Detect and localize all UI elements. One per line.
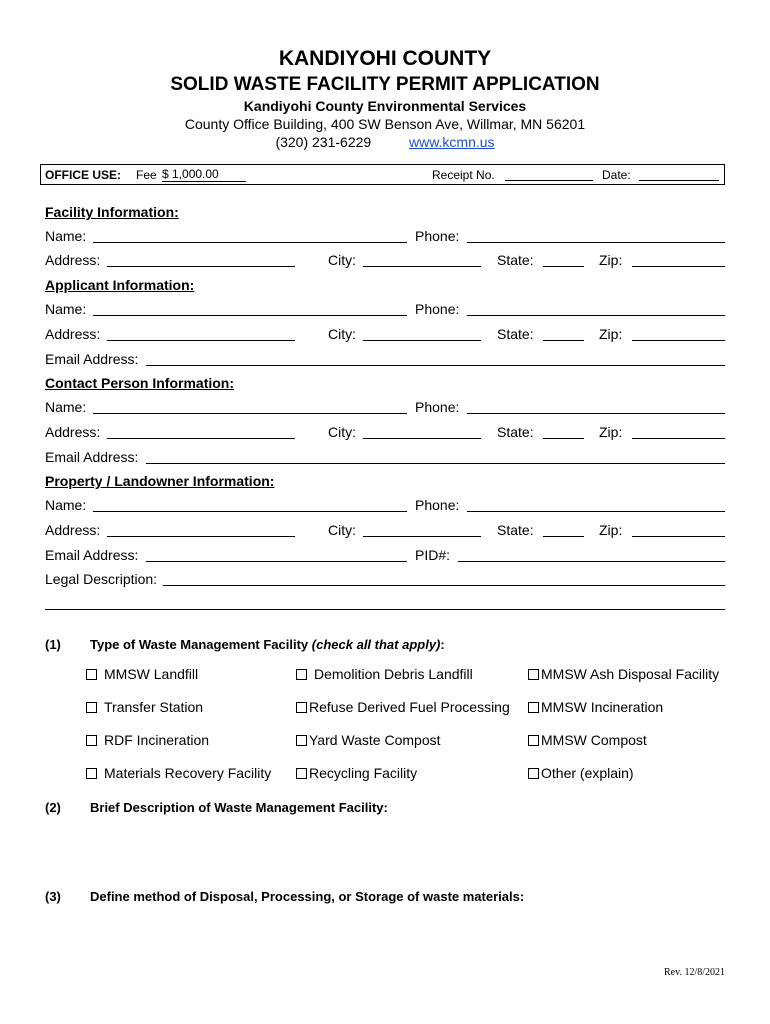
- checkbox-label: Other (explain): [541, 765, 634, 781]
- checkbox-demolition-debris-landfill[interactable]: [296, 666, 473, 682]
- checkbox-label: Refuse Derived Fuel Processing: [309, 699, 510, 715]
- contact-phone-field[interactable]: [467, 413, 725, 414]
- applicant-state-field[interactable]: [543, 340, 584, 341]
- checkbox-mmsw-landfill[interactable]: [86, 666, 198, 682]
- checkbox-label: Recycling Facility: [309, 765, 418, 781]
- applicant-email-field[interactable]: [146, 365, 725, 366]
- question-3-text: Define method of Disposal, Processing, or Storage of waste materials:: [90, 889, 525, 904]
- applicant-name-label: Name:: [45, 301, 87, 317]
- legal-description-label: Legal Description:: [45, 571, 158, 587]
- checkbox-yard-waste-compost[interactable]: [296, 732, 441, 748]
- contact-name-field[interactable]: [93, 413, 407, 414]
- contact-email-label: Email Address:: [45, 449, 139, 465]
- checkbox-icon[interactable]: [296, 669, 307, 680]
- checkbox-label: RDF Incineration: [104, 732, 210, 748]
- property-section-heading: Property / Landowner Information:: [45, 473, 275, 489]
- checkbox-label: MMSW Compost: [541, 732, 647, 748]
- property-name-field[interactable]: [93, 511, 407, 512]
- office-use-label: OFFICE USE:: [45, 168, 122, 182]
- checkbox-transfer-station[interactable]: [86, 699, 203, 715]
- property-name-label: Name:: [45, 497, 87, 513]
- applicant-address-label: Address:: [45, 326, 101, 342]
- contact-name-label: Name:: [45, 399, 87, 415]
- question-3-number: (3): [45, 889, 61, 904]
- checkbox-icon[interactable]: [296, 768, 307, 779]
- checkbox-icon[interactable]: [86, 735, 97, 746]
- checkbox-rdf-incineration[interactable]: [86, 732, 209, 748]
- applicant-address-field[interactable]: [107, 340, 295, 341]
- property-email-label: Email Address:: [45, 547, 139, 563]
- contact-address-label: Address:: [45, 424, 101, 440]
- checkbox-recycling-facility[interactable]: [296, 765, 417, 781]
- checkbox-label: MMSW Ash Disposal Facility: [541, 666, 720, 682]
- property-pid-field[interactable]: [458, 561, 725, 562]
- applicant-zip-label: Zip:: [599, 326, 623, 342]
- applicant-city-field[interactable]: [363, 340, 481, 341]
- property-city-label: City:: [328, 522, 356, 538]
- applicant-phone-field[interactable]: [467, 315, 725, 316]
- property-phone-label: Phone:: [415, 497, 460, 513]
- checkbox-label: Materials Recovery Facility: [104, 765, 272, 781]
- checkbox-mmsw-ash-disposal[interactable]: [528, 666, 719, 682]
- contact-email-field[interactable]: [146, 463, 725, 464]
- question-1-number: (1): [45, 637, 61, 652]
- property-state-label: State:: [497, 522, 534, 538]
- property-zip-label: Zip:: [599, 522, 623, 538]
- question-1-colon: :: [440, 637, 445, 652]
- facility-address-field[interactable]: [107, 266, 295, 267]
- contact-phone-label: Phone:: [415, 399, 460, 415]
- office-address: County Office Building, 400 SW Benson Ave, Willmar, MN 56201: [184, 116, 586, 132]
- property-city-field[interactable]: [363, 536, 481, 537]
- form-title: SOLID WASTE FACILITY PERMIT APPLICATION: [170, 74, 600, 95]
- website-link[interactable]: www.kcmn.us: [408, 134, 495, 150]
- checkbox-label: Transfer Station: [104, 699, 204, 715]
- applicant-email-label: Email Address:: [45, 351, 139, 367]
- question-2-number: (2): [45, 800, 61, 815]
- legal-description-field[interactable]: [163, 585, 725, 586]
- facility-address-label: Address:: [45, 252, 101, 268]
- question-1-hint: (check all that apply): [311, 637, 441, 652]
- checkbox-icon[interactable]: [86, 669, 97, 680]
- contact-zip-field[interactable]: [632, 438, 725, 439]
- checkbox-label: Demolition Debris Landfill: [314, 666, 473, 682]
- checkbox-other[interactable]: [528, 765, 634, 781]
- facility-zip-field[interactable]: [632, 266, 725, 267]
- facility-city-label: City:: [328, 252, 356, 268]
- facility-state-label: State:: [497, 252, 534, 268]
- contact-line: [0, 134, 770, 150]
- facility-name-label: Name:: [45, 228, 87, 244]
- checkbox-label: MMSW Incineration: [541, 699, 664, 715]
- facility-zip-label: Zip:: [599, 252, 623, 268]
- property-pid-label: PID#:: [415, 547, 451, 563]
- contact-zip-label: Zip:: [599, 424, 623, 440]
- receipt-field[interactable]: [505, 180, 593, 181]
- department-name: Kandiyohi County Environmental Services: [243, 98, 527, 114]
- applicant-phone-label: Phone:: [415, 301, 460, 317]
- checkbox-label: Yard Waste Compost: [309, 732, 441, 748]
- facility-name-field[interactable]: [93, 242, 407, 243]
- property-phone-field[interactable]: [467, 511, 725, 512]
- facility-state-field[interactable]: [543, 266, 584, 267]
- contact-section-heading: Contact Person Information:: [45, 375, 235, 391]
- applicant-state-label: State:: [497, 326, 534, 342]
- office-date-field[interactable]: [639, 180, 719, 181]
- question-2-text: Brief Description of Waste Management Facility:: [90, 800, 388, 815]
- applicant-name-field[interactable]: [93, 315, 407, 316]
- property-address-label: Address:: [45, 522, 101, 538]
- checkbox-label: MMSW Landfill: [104, 666, 199, 682]
- contact-city-label: City:: [328, 424, 356, 440]
- checkbox-icon[interactable]: [528, 669, 539, 680]
- facility-city-field[interactable]: [363, 266, 481, 267]
- contact-city-field[interactable]: [363, 438, 481, 439]
- applicant-section-heading: Applicant Information:: [45, 277, 195, 293]
- phone-number: (320) 231-6229: [275, 134, 372, 150]
- checkbox-rdf-processing[interactable]: [296, 699, 510, 715]
- checkbox-mmsw-compost[interactable]: [528, 732, 647, 748]
- facility-section-heading: Facility Information:: [45, 204, 179, 220]
- property-state-field[interactable]: [543, 536, 584, 537]
- question-1-label: Type of Waste Management Facility: [90, 637, 309, 652]
- property-address-field[interactable]: [107, 536, 295, 537]
- checkbox-icon[interactable]: [528, 768, 539, 779]
- contact-state-label: State:: [497, 424, 534, 440]
- checkbox-mmsw-incineration[interactable]: [528, 699, 663, 715]
- checkbox-icon[interactable]: [528, 702, 539, 713]
- legal-description-field-2[interactable]: [45, 609, 725, 610]
- applicant-zip-field[interactable]: [632, 340, 725, 341]
- receipt-label: Receipt No.: [432, 168, 495, 182]
- facility-phone-field[interactable]: [467, 242, 725, 243]
- property-email-field[interactable]: [146, 561, 407, 562]
- county-title: KANDIYOHI COUNTY: [278, 47, 492, 70]
- checkbox-icon[interactable]: [86, 768, 97, 779]
- contact-address-field[interactable]: [107, 438, 295, 439]
- property-zip-field[interactable]: [632, 536, 725, 537]
- fee-label: Fee: [136, 168, 157, 182]
- revision-date: Rev. 12/8/2021: [663, 967, 725, 978]
- checkbox-icon[interactable]: [86, 702, 97, 713]
- contact-state-field[interactable]: [543, 438, 584, 439]
- date-label: Date:: [602, 168, 631, 182]
- question-1-text: [90, 637, 445, 653]
- office-use-box: [40, 164, 725, 185]
- facility-phone-label: Phone:: [415, 228, 460, 244]
- applicant-city-label: City:: [328, 326, 356, 342]
- fee-value: $ 1,000.00: [162, 168, 246, 182]
- checkbox-materials-recovery[interactable]: [86, 765, 271, 781]
- checkbox-icon[interactable]: [296, 702, 307, 713]
- checkbox-icon[interactable]: [296, 735, 307, 746]
- checkbox-icon[interactable]: [528, 735, 539, 746]
